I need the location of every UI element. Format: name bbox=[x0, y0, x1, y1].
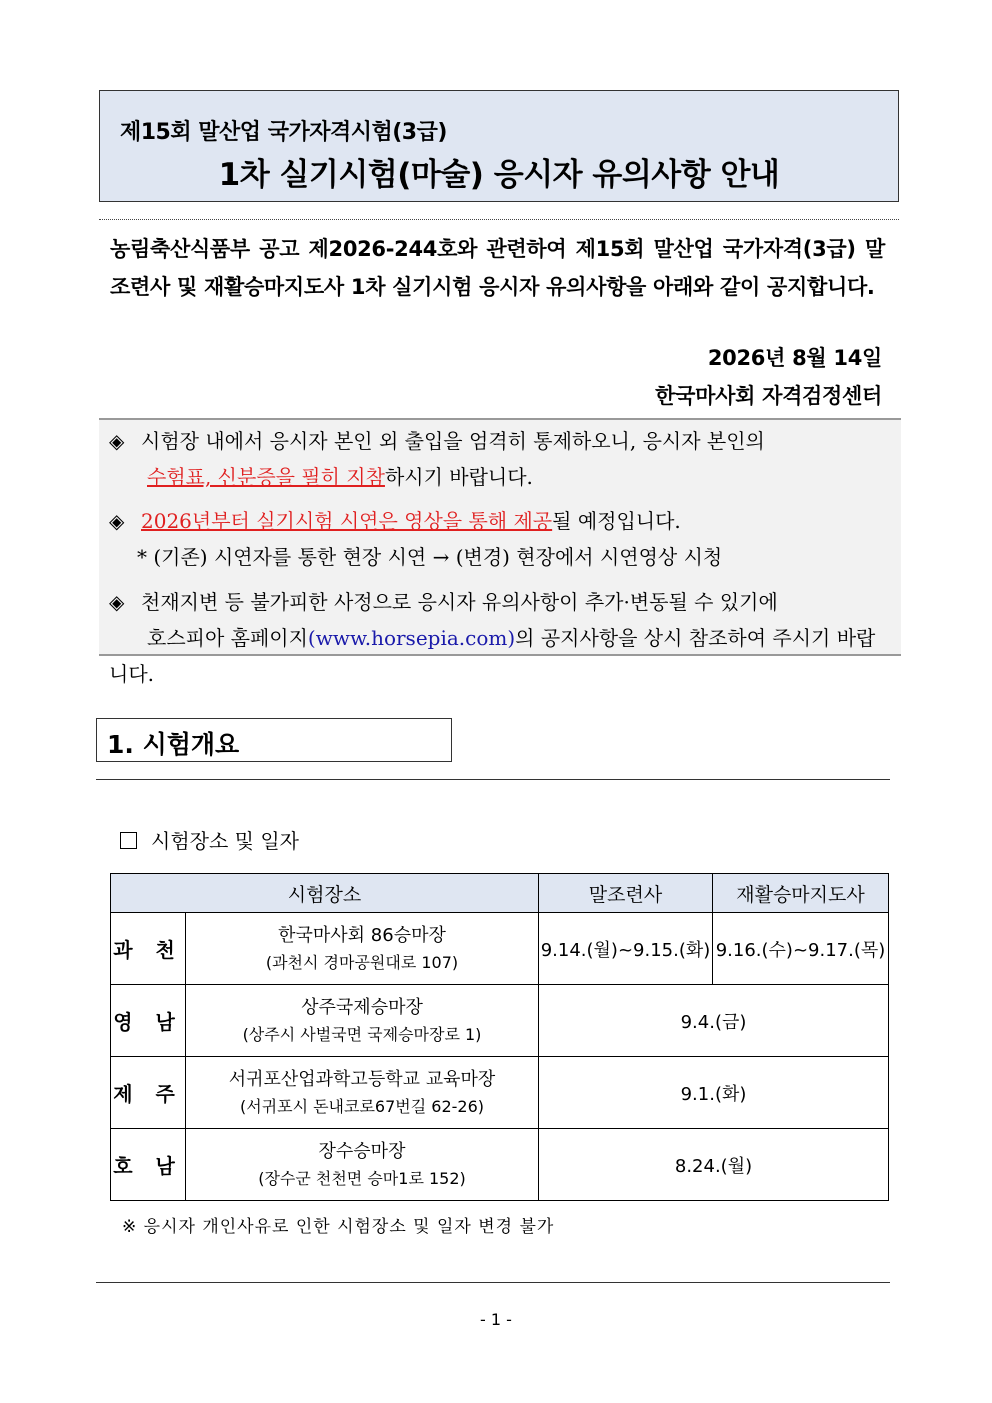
issuing-org: 한국마사회 자격검정센터 bbox=[655, 384, 882, 408]
region-cell: 영 남 bbox=[111, 985, 186, 1057]
header-rehab-instructor: 재활승마지도사 bbox=[713, 874, 889, 913]
notice-item-1 bbox=[109, 423, 889, 495]
region-cell: 제 주 bbox=[111, 1057, 186, 1129]
notice-date: 2026년 8월 14일 bbox=[707, 346, 882, 370]
venue-cell bbox=[186, 985, 539, 1057]
date-cell: 9.1.(화) bbox=[539, 1057, 889, 1129]
venue-address: (상주시 사벌국면 국제승마장로 1) bbox=[242, 1024, 482, 1044]
diamond-bullet-icon: ◈ bbox=[109, 590, 125, 614]
table-row bbox=[111, 1057, 889, 1129]
venue-name: 장수승마장 bbox=[318, 1140, 406, 1162]
subsection-title: 시험장소 및 일자 bbox=[151, 829, 299, 853]
notice-item-2 bbox=[109, 503, 889, 575]
notice-item-3-tail: 의 공지사항을 상시 참조하여 주시기 바랍니다. bbox=[109, 626, 876, 686]
schedule-table bbox=[110, 873, 889, 1201]
venue-cell bbox=[186, 1057, 539, 1129]
page-title: 1차 실기시험(마술) 응시자 유의사항 안내 bbox=[218, 157, 780, 193]
checkbox-icon bbox=[120, 832, 137, 849]
section-header-box bbox=[96, 718, 452, 762]
horsepia-link[interactable]: (www.horsepia.com) bbox=[307, 626, 516, 650]
section-divider bbox=[96, 779, 890, 780]
header-trainer: 말조련사 bbox=[539, 874, 713, 913]
footer-divider bbox=[96, 1282, 890, 1283]
notice-item-2-sub: * (기존) 시연자를 통한 현장 시연 → (변경) 현장에서 시연영상 시청 bbox=[137, 545, 723, 569]
intro-paragraph: 농림축산식품부 공고 제2026-244호와 관련하여 제15회 말산업 국가자격(3급) 말조련사 및 재활승마지도사 1차 실기시험 응시자 유의사항을 아래와 같이 공지합니다. bbox=[110, 237, 885, 299]
footnote: ※ 응시자 개인사유로 인한 시험장소 및 일자 변경 불가 bbox=[122, 1217, 555, 1237]
table-row bbox=[111, 913, 889, 985]
diamond-bullet-icon: ◈ bbox=[109, 429, 125, 453]
divider bbox=[99, 219, 899, 220]
venue-address: (장수군 천천면 승마1로 152) bbox=[258, 1168, 466, 1188]
venue-name: 상주국제승마장 bbox=[301, 996, 423, 1018]
date-cell: 9.14.(월)~9.15.(화) bbox=[539, 913, 713, 985]
header-venue: 시험장소 bbox=[111, 874, 539, 913]
region-cell: 과 천 bbox=[111, 913, 186, 985]
venue-name: 서귀포산업과학고등학교 교육마장 bbox=[228, 1068, 496, 1090]
notice-item-3-pre: 호스피아 홈페이지 bbox=[147, 626, 308, 650]
venue-cell bbox=[186, 1129, 539, 1201]
notice-item-3-text: 천재지변 등 불가피한 사정으로 응시자 유의사항이 추가·변동될 수 있기에 bbox=[141, 590, 778, 614]
table-row bbox=[111, 985, 889, 1057]
exam-title: 제15회 말산업 국가자격시험(3급) bbox=[120, 120, 447, 145]
table-header-row bbox=[111, 874, 889, 913]
date-cell: 9.16.(수)~9.17.(목) bbox=[713, 913, 889, 985]
venue-cell bbox=[186, 913, 539, 985]
notice-box bbox=[99, 418, 901, 686]
section-title: 1. 시험개요 bbox=[107, 730, 240, 759]
title-box bbox=[99, 90, 899, 202]
date-cell: 9.4.(금) bbox=[539, 985, 889, 1057]
venue-name: 한국마사회 86승마장 bbox=[278, 924, 446, 946]
subsection-heading bbox=[120, 825, 299, 854]
diamond-bullet-icon: ◈ bbox=[109, 509, 125, 533]
region-cell: 호 남 bbox=[111, 1129, 186, 1201]
notice-item-2-highlight: 2026년부터 실기시험 시연은 영상을 통해 제공 bbox=[141, 509, 553, 533]
notice-item-2-tail: 될 예정입니다. bbox=[552, 509, 681, 533]
notice-item-1-tail: 하시기 바랍니다. bbox=[384, 465, 533, 489]
page-number: - 1 - bbox=[480, 1310, 512, 1329]
date-cell: 8.24.(월) bbox=[539, 1129, 889, 1201]
venue-address: (서귀포시 돈내코로67번길 62-26) bbox=[239, 1096, 485, 1116]
notice-item-1-highlight: 수험표, 신분증을 필히 지참 bbox=[147, 465, 385, 489]
notice-item-1-text: 시험장 내에서 응시자 본인 외 출입을 엄격히 통제하오니, 응시자 본인의 bbox=[141, 429, 765, 453]
table-row bbox=[111, 1129, 889, 1201]
venue-address: (과천시 경마공원대로 107) bbox=[265, 952, 459, 972]
notice-item-3 bbox=[109, 584, 889, 692]
